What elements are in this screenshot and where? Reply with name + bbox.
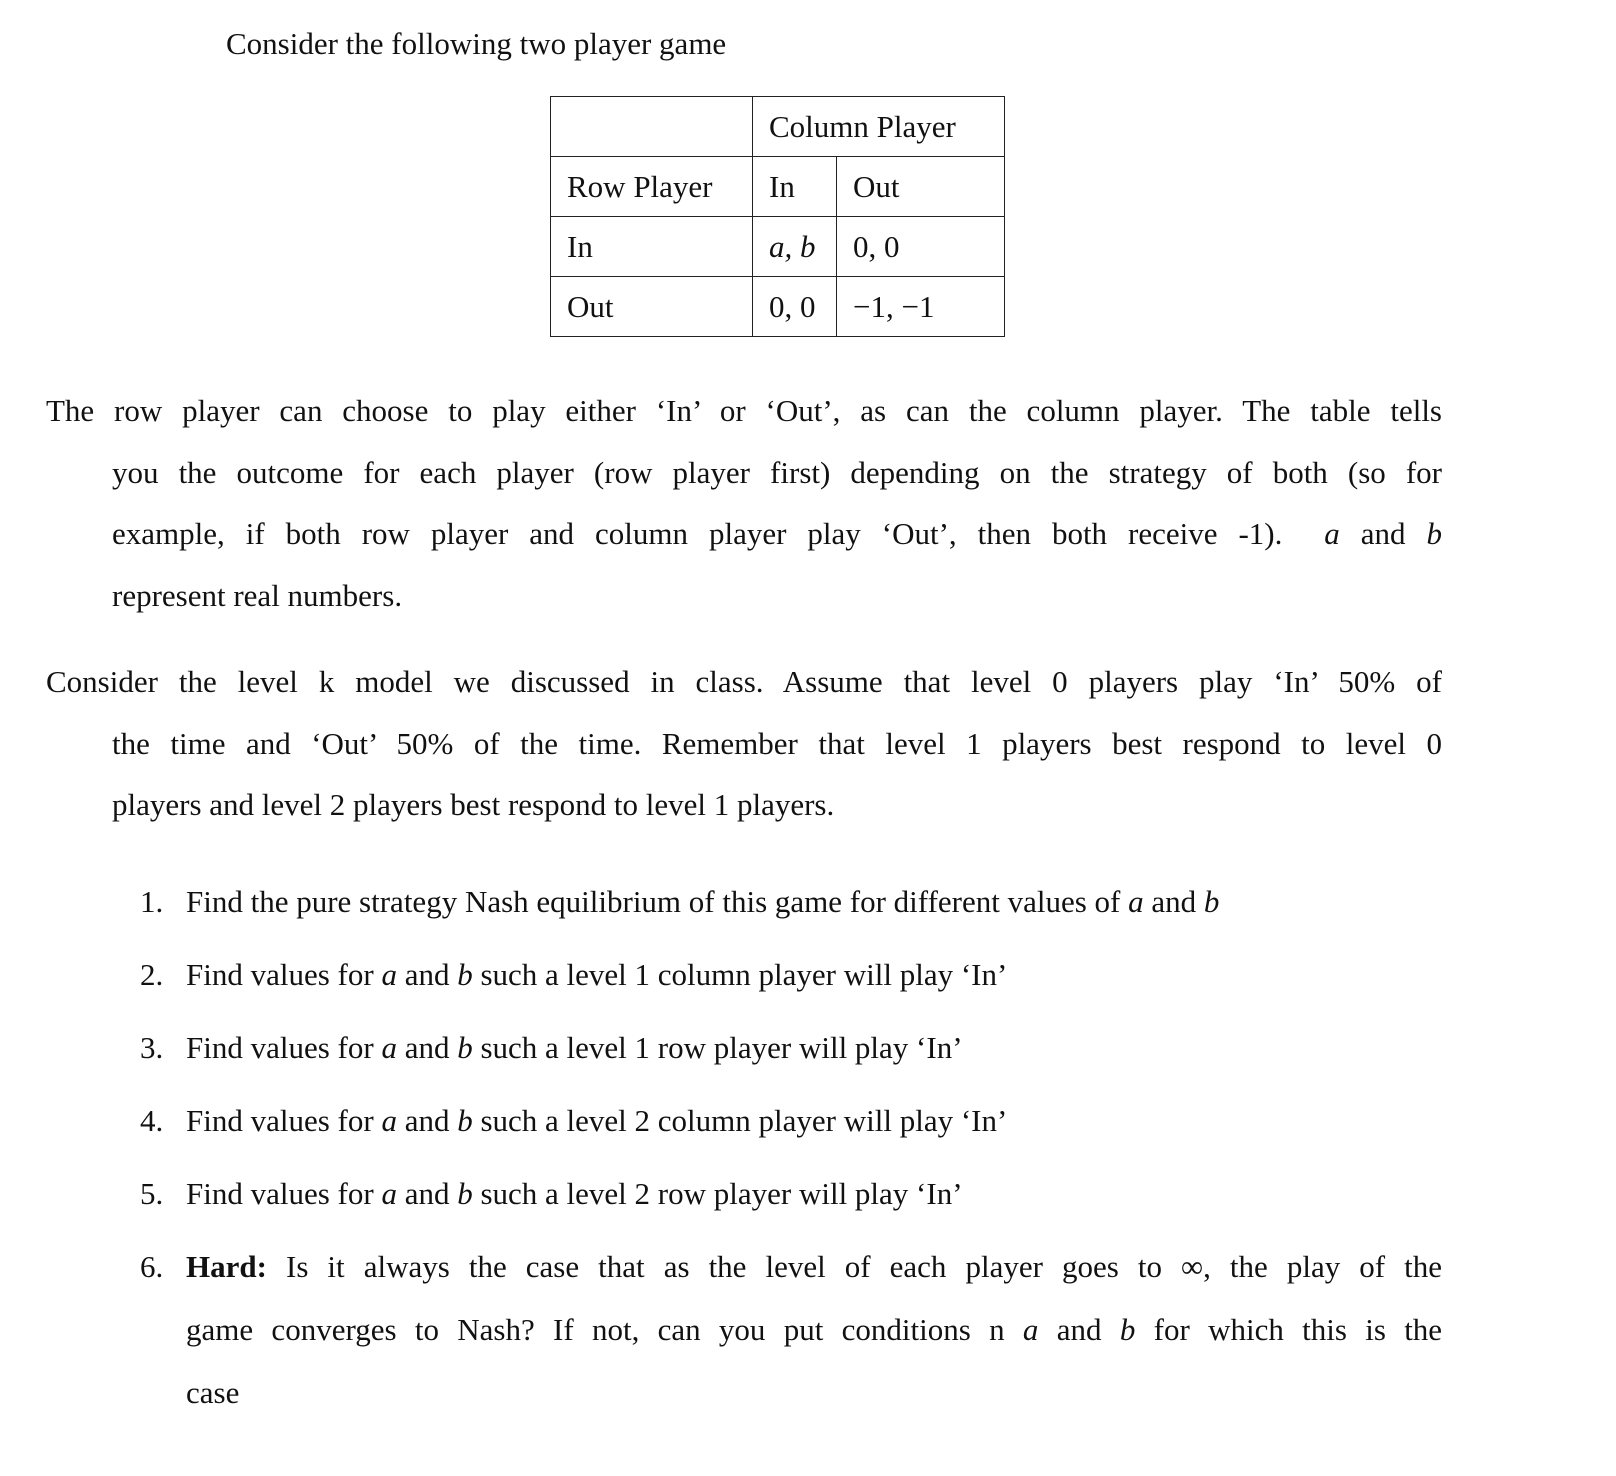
paragraph-line: represent real numbers. <box>112 577 403 613</box>
math-b: b <box>457 1030 473 1065</box>
row-strategy-out: Out <box>551 277 753 337</box>
question-text <box>186 1235 1442 1298</box>
question-item <box>140 1016 1442 1079</box>
question-number: 2. <box>140 957 164 992</box>
question-text <box>186 1016 1442 1079</box>
payoff-in-in: a, b <box>753 217 837 277</box>
question-pre: Find values for <box>186 1176 374 1211</box>
payoff-out-in: 0, 0 <box>753 277 837 337</box>
and-word: and <box>1056 1312 1102 1347</box>
math-b: b <box>1426 516 1442 551</box>
and-word: and <box>1151 884 1197 919</box>
question-item <box>140 870 1442 933</box>
question-item <box>140 1235 1442 1424</box>
payoff-table <box>550 96 1005 337</box>
payoff-out-out: −1, −1 <box>837 277 1005 337</box>
table-corner-cell <box>551 97 753 157</box>
paragraph-line: Consider the level k model we discussed in class. Assume that level 0 players play ‘In’ 50% of <box>46 664 1442 699</box>
paragraph-line: the time and ‘Out’ 50% of the time. Remember that level 1 players best respond to level 0 <box>112 725 1442 761</box>
question-text <box>186 1162 1442 1225</box>
math-a: a <box>381 1176 397 1211</box>
and-word: and <box>404 1030 450 1065</box>
question-item <box>140 1162 1442 1225</box>
question-pre: Find the pure strategy Nash equilibrium of this game for different values of <box>186 884 1121 919</box>
question-number: 5. <box>140 1176 164 1211</box>
question-text <box>186 870 1442 933</box>
question-post: such a level 2 column player will play ‘In’ <box>480 1103 1008 1138</box>
question-text: case <box>186 1375 240 1410</box>
math-a: a <box>1128 884 1144 919</box>
table-row-in <box>551 217 1005 277</box>
question-text <box>186 1089 1442 1152</box>
question-pre: Find values for <box>186 1103 374 1138</box>
paragraph-levelk <box>46 651 1442 836</box>
math-a: a <box>1022 1312 1039 1347</box>
math-b: b <box>457 1103 473 1138</box>
math-b: b <box>1119 1312 1136 1347</box>
question-number: 6. <box>140 1249 164 1284</box>
paragraph-line <box>46 503 1442 565</box>
row-player-header: Row Player <box>551 157 753 217</box>
math-a: a <box>381 957 397 992</box>
question-number: 4. <box>140 1103 164 1138</box>
math-b: b <box>457 1176 473 1211</box>
question-item <box>140 1089 1442 1152</box>
paragraph-line-text: example, if both row player and column player play ‘Out’, then both receive -1). <box>112 516 1283 551</box>
intro-text: Consider the following two player game <box>226 26 727 61</box>
hard-label: Hard: <box>186 1249 267 1284</box>
math-a: a <box>381 1030 397 1065</box>
math-a: a <box>381 1103 397 1138</box>
question-number: 3. <box>140 1030 164 1065</box>
paragraph-rules <box>46 380 1442 626</box>
math-b: b <box>457 957 473 992</box>
question-post: such a level 1 row player will play ‘In’ <box>480 1030 963 1065</box>
table-header-row <box>551 97 1005 157</box>
question-line2-post: for which this is the <box>1153 1312 1443 1347</box>
question-pre: Find values for <box>186 957 374 992</box>
row-strategy-in: In <box>551 217 753 277</box>
and-word: and <box>404 1176 450 1211</box>
question-post: such a level 2 row player will play ‘In’ <box>480 1176 963 1211</box>
math-b: b <box>1203 884 1220 919</box>
and-word: and <box>1360 516 1406 551</box>
question-pre: Find values for <box>186 1030 374 1065</box>
question-line2-pre: game converges to Nash? If not, can you put conditions n <box>186 1312 1005 1347</box>
payoff-in-out: 0, 0 <box>837 217 1005 277</box>
column-player-header: Column Player <box>753 97 1005 157</box>
question-item <box>140 943 1442 1006</box>
paragraph-line: players and level 2 players best respond to level 1 players. <box>112 787 835 822</box>
math-a: a <box>1324 516 1340 551</box>
question-text <box>186 1298 1442 1361</box>
paragraph-line: you the outcome for each player (row player first) depending on the strategy of both (so for <box>112 454 1442 490</box>
table-row-out <box>551 277 1005 337</box>
question-text <box>186 943 1442 1006</box>
question-list <box>140 870 1442 1434</box>
col-strategy-out: Out <box>837 157 1005 217</box>
col-strategy-in: In <box>753 157 837 217</box>
question-number: 1. <box>140 884 164 919</box>
paragraph-line: The row player can choose to play either ‘In’ or ‘Out’, as can the column player. The table tells <box>46 393 1442 428</box>
table-strategy-row <box>551 157 1005 217</box>
and-word: and <box>404 957 450 992</box>
question-post: such a level 1 column player will play ‘In’ <box>480 957 1008 992</box>
and-word: and <box>404 1103 450 1138</box>
question-line1: Is it always the case that as the level of each player goes to ∞, the play of the <box>286 1249 1443 1284</box>
